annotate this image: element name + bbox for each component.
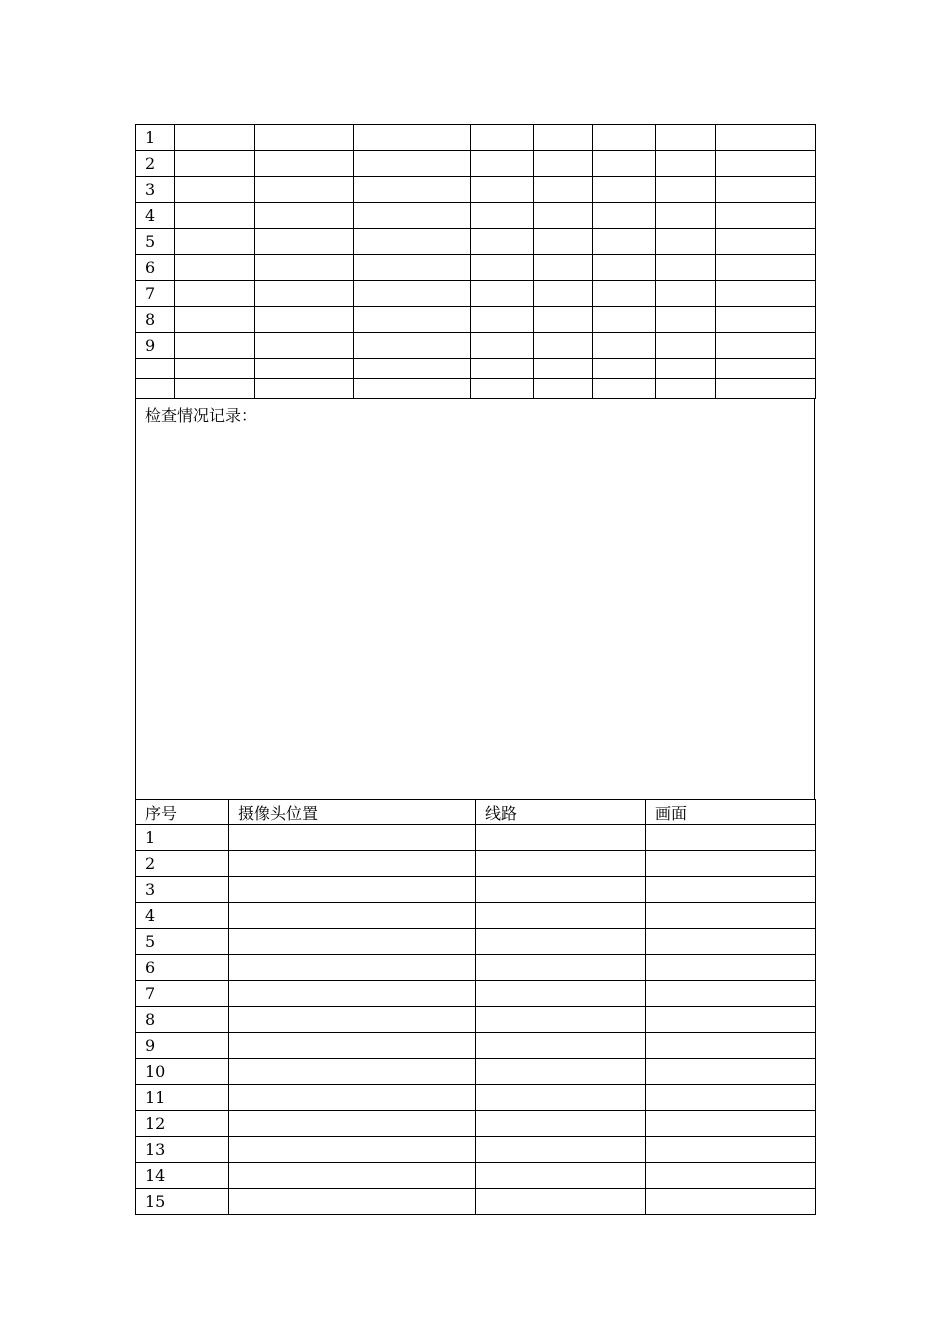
camera-table-row bbox=[136, 1189, 816, 1215]
camera-table bbox=[135, 799, 816, 1215]
picture-cell[interactable] bbox=[646, 877, 816, 903]
camera-row-number: 3 bbox=[136, 877, 229, 903]
camera-position-cell[interactable] bbox=[229, 1085, 476, 1111]
camera-row-number: 12 bbox=[136, 1111, 229, 1137]
top-table-cell[interactable] bbox=[354, 333, 471, 359]
top-table-cell[interactable] bbox=[656, 307, 716, 333]
camera-row-number: 4 bbox=[136, 903, 229, 929]
top-table-cell[interactable] bbox=[534, 151, 593, 177]
camera-row-number: 13 bbox=[136, 1137, 229, 1163]
picture-cell[interactable] bbox=[646, 1111, 816, 1137]
top-table-cell[interactable] bbox=[656, 125, 716, 151]
line-cell[interactable] bbox=[476, 1189, 646, 1215]
top-table-cell[interactable] bbox=[471, 151, 534, 177]
picture-cell[interactable] bbox=[646, 981, 816, 1007]
top-table-cell[interactable] bbox=[175, 125, 255, 151]
top-table-cell[interactable] bbox=[534, 255, 593, 281]
top-table-cell[interactable] bbox=[716, 333, 816, 359]
top-table-row bbox=[136, 255, 816, 281]
top-table-cell[interactable] bbox=[534, 125, 593, 151]
camera-position-cell[interactable] bbox=[229, 1189, 476, 1215]
top-table-cell[interactable] bbox=[255, 379, 354, 399]
camera-table-row bbox=[136, 981, 816, 1007]
camera-row-number: 14 bbox=[136, 1163, 229, 1189]
picture-cell[interactable] bbox=[646, 1189, 816, 1215]
top-table-row bbox=[136, 307, 816, 333]
top-table-cell[interactable] bbox=[354, 281, 471, 307]
top-table-cell[interactable] bbox=[471, 203, 534, 229]
top-table-cell[interactable] bbox=[354, 229, 471, 255]
header-picture: 画面 bbox=[646, 800, 816, 825]
top-table-cell[interactable] bbox=[471, 359, 534, 379]
camera-position-cell[interactable] bbox=[229, 877, 476, 903]
camera-table-row bbox=[136, 877, 816, 903]
header-line: 线路 bbox=[476, 800, 646, 825]
top-table-cell[interactable] bbox=[471, 125, 534, 151]
camera-table-row bbox=[136, 1137, 816, 1163]
picture-cell[interactable] bbox=[646, 1007, 816, 1033]
camera-position-cell[interactable] bbox=[229, 1163, 476, 1189]
top-table-cell[interactable] bbox=[656, 203, 716, 229]
top-table-cell[interactable] bbox=[716, 307, 816, 333]
camera-row-number: 1 bbox=[136, 825, 229, 851]
header-index: 序号 bbox=[136, 800, 229, 825]
line-cell[interactable] bbox=[476, 1085, 646, 1111]
top-table-cell[interactable] bbox=[534, 203, 593, 229]
camera-position-cell[interactable] bbox=[229, 1033, 476, 1059]
top-table-cell[interactable] bbox=[716, 229, 816, 255]
camera-table-row bbox=[136, 1163, 816, 1189]
top-table-cell[interactable] bbox=[471, 307, 534, 333]
picture-cell[interactable] bbox=[646, 1033, 816, 1059]
camera-row-number: 11 bbox=[136, 1085, 229, 1111]
top-table-cell[interactable] bbox=[471, 281, 534, 307]
top-table bbox=[135, 124, 816, 399]
top-table-cell[interactable] bbox=[716, 255, 816, 281]
top-table-cell[interactable] bbox=[593, 229, 656, 255]
top-table-cell[interactable] bbox=[593, 307, 656, 333]
top-table-cell[interactable] bbox=[255, 151, 354, 177]
top-table-cell[interactable] bbox=[255, 255, 354, 281]
top-table-cell[interactable] bbox=[354, 151, 471, 177]
line-cell[interactable] bbox=[476, 903, 646, 929]
camera-position-cell[interactable] bbox=[229, 903, 476, 929]
top-table-cell[interactable] bbox=[534, 281, 593, 307]
camera-position-cell[interactable] bbox=[229, 981, 476, 1007]
top-table-row bbox=[136, 379, 816, 399]
camera-position-cell[interactable] bbox=[229, 1007, 476, 1033]
top-table-cell[interactable] bbox=[656, 281, 716, 307]
line-cell[interactable] bbox=[476, 1007, 646, 1033]
top-table-cell[interactable] bbox=[534, 333, 593, 359]
camera-table-row bbox=[136, 851, 816, 877]
top-table-row-number: 2 bbox=[136, 151, 175, 177]
top-table-cell[interactable] bbox=[716, 281, 816, 307]
top-table-cell[interactable] bbox=[656, 151, 716, 177]
top-table-cell[interactable] bbox=[471, 229, 534, 255]
top-table-cell[interactable] bbox=[656, 379, 716, 399]
top-table-cell[interactable] bbox=[255, 333, 354, 359]
top-table-cell[interactable] bbox=[716, 177, 816, 203]
header-camera-position: 摄像头位置 bbox=[229, 800, 476, 825]
top-table-cell[interactable] bbox=[656, 333, 716, 359]
camera-table-header bbox=[136, 800, 816, 825]
picture-cell[interactable] bbox=[646, 825, 816, 851]
top-table-cell[interactable] bbox=[175, 379, 255, 399]
camera-table-row bbox=[136, 825, 816, 851]
top-table-row bbox=[136, 229, 816, 255]
top-table-row-number: 7 bbox=[136, 281, 175, 307]
camera-position-cell[interactable] bbox=[229, 1059, 476, 1085]
line-cell[interactable] bbox=[476, 981, 646, 1007]
top-table-cell[interactable] bbox=[255, 203, 354, 229]
top-table-cell[interactable] bbox=[593, 359, 656, 379]
top-table-cell[interactable] bbox=[354, 203, 471, 229]
top-table-cell[interactable] bbox=[471, 333, 534, 359]
picture-cell[interactable] bbox=[646, 1085, 816, 1111]
picture-cell[interactable] bbox=[646, 929, 816, 955]
top-table-cell[interactable] bbox=[656, 359, 716, 379]
top-table-cell[interactable] bbox=[354, 255, 471, 281]
top-table-cell[interactable] bbox=[255, 177, 354, 203]
top-table-cell[interactable] bbox=[175, 333, 255, 359]
top-table-cell[interactable] bbox=[471, 255, 534, 281]
top-table-cell[interactable] bbox=[471, 177, 534, 203]
top-table-row bbox=[136, 125, 816, 151]
line-cell[interactable] bbox=[476, 1111, 646, 1137]
top-table-row bbox=[136, 151, 816, 177]
top-table-row bbox=[136, 333, 816, 359]
top-table-cell[interactable] bbox=[175, 177, 255, 203]
camera-table-row bbox=[136, 903, 816, 929]
top-table-cell[interactable] bbox=[255, 125, 354, 151]
top-table-row-number: 8 bbox=[136, 307, 175, 333]
top-table-cell[interactable] bbox=[716, 125, 816, 151]
picture-cell[interactable] bbox=[646, 955, 816, 981]
camera-row-number: 6 bbox=[136, 955, 229, 981]
top-table-row-number: 3 bbox=[136, 177, 175, 203]
top-table-row-number bbox=[136, 359, 175, 379]
top-table-cell[interactable] bbox=[255, 281, 354, 307]
camera-table-row bbox=[136, 1111, 816, 1137]
inspection-form bbox=[135, 124, 815, 1215]
top-table-row-number: 6 bbox=[136, 255, 175, 281]
top-table-cell[interactable] bbox=[656, 229, 716, 255]
camera-position-cell[interactable] bbox=[229, 929, 476, 955]
top-table-row-number bbox=[136, 379, 175, 399]
top-table-cell[interactable] bbox=[593, 379, 656, 399]
line-cell[interactable] bbox=[476, 955, 646, 981]
camera-row-number: 9 bbox=[136, 1033, 229, 1059]
camera-row-number: 8 bbox=[136, 1007, 229, 1033]
camera-position-cell[interactable] bbox=[229, 955, 476, 981]
top-table-cell[interactable] bbox=[534, 379, 593, 399]
top-table-cell[interactable] bbox=[471, 379, 534, 399]
top-table-cell[interactable] bbox=[354, 307, 471, 333]
top-table-cell[interactable] bbox=[354, 359, 471, 379]
top-table-cell[interactable] bbox=[175, 229, 255, 255]
top-table-cell[interactable] bbox=[593, 281, 656, 307]
top-table-cell[interactable] bbox=[354, 177, 471, 203]
camera-position-cell[interactable] bbox=[229, 851, 476, 877]
line-cell[interactable] bbox=[476, 1033, 646, 1059]
top-table-row-number: 4 bbox=[136, 203, 175, 229]
line-cell[interactable] bbox=[476, 851, 646, 877]
top-table-cell[interactable] bbox=[175, 203, 255, 229]
camera-table-row bbox=[136, 1059, 816, 1085]
camera-row-number: 7 bbox=[136, 981, 229, 1007]
camera-position-cell[interactable] bbox=[229, 825, 476, 851]
top-table-row-number: 1 bbox=[136, 125, 175, 151]
top-table-cell[interactable] bbox=[656, 177, 716, 203]
top-table-cell[interactable] bbox=[255, 229, 354, 255]
top-table-row bbox=[136, 281, 816, 307]
line-cell[interactable] bbox=[476, 929, 646, 955]
top-table-cell[interactable] bbox=[175, 281, 255, 307]
top-table-cell[interactable] bbox=[354, 379, 471, 399]
camera-position-cell[interactable] bbox=[229, 1137, 476, 1163]
camera-row-number: 10 bbox=[136, 1059, 229, 1085]
top-table-cell[interactable] bbox=[255, 359, 354, 379]
top-table-cell[interactable] bbox=[656, 255, 716, 281]
top-table-cell[interactable] bbox=[534, 359, 593, 379]
picture-cell[interactable] bbox=[646, 1163, 816, 1189]
top-table-cell[interactable] bbox=[175, 307, 255, 333]
line-cell[interactable] bbox=[476, 877, 646, 903]
top-table-row bbox=[136, 177, 816, 203]
top-table-cell[interactable] bbox=[593, 255, 656, 281]
top-table-cell[interactable] bbox=[593, 177, 656, 203]
camera-table-row bbox=[136, 1033, 816, 1059]
top-table-cell[interactable] bbox=[593, 125, 656, 151]
top-table-cell[interactable] bbox=[716, 379, 816, 399]
camera-table-row bbox=[136, 955, 816, 981]
picture-cell[interactable] bbox=[646, 851, 816, 877]
camera-row-number: 5 bbox=[136, 929, 229, 955]
picture-cell[interactable] bbox=[646, 903, 816, 929]
top-table-cell[interactable] bbox=[593, 151, 656, 177]
line-cell[interactable] bbox=[476, 825, 646, 851]
camera-table-row bbox=[136, 1007, 816, 1033]
top-table-cell[interactable] bbox=[255, 307, 354, 333]
line-cell[interactable] bbox=[476, 1163, 646, 1189]
line-cell[interactable] bbox=[476, 1059, 646, 1085]
top-table-cell[interactable] bbox=[534, 307, 593, 333]
camera-row-number: 2 bbox=[136, 851, 229, 877]
picture-cell[interactable] bbox=[646, 1137, 816, 1163]
camera-table-row bbox=[136, 1085, 816, 1111]
top-table-cell[interactable] bbox=[716, 151, 816, 177]
camera-position-cell[interactable] bbox=[229, 1111, 476, 1137]
camera-table-row bbox=[136, 929, 816, 955]
top-table-cell[interactable] bbox=[175, 255, 255, 281]
top-table-cell[interactable] bbox=[593, 203, 656, 229]
top-table-cell[interactable] bbox=[175, 151, 255, 177]
camera-row-number: 15 bbox=[136, 1189, 229, 1215]
top-table-cell[interactable] bbox=[593, 333, 656, 359]
notes-table bbox=[135, 399, 815, 799]
top-table-cell[interactable] bbox=[175, 359, 255, 379]
top-table-cell[interactable] bbox=[716, 203, 816, 229]
top-table-cell[interactable] bbox=[534, 177, 593, 203]
top-table-cell[interactable] bbox=[716, 359, 816, 379]
top-table-row bbox=[136, 359, 816, 379]
notes-label: 检查情况记录： bbox=[136, 399, 815, 799]
top-table-row bbox=[136, 203, 816, 229]
top-table-row-number: 5 bbox=[136, 229, 175, 255]
top-table-cell[interactable] bbox=[534, 229, 593, 255]
top-table-cell[interactable] bbox=[354, 125, 471, 151]
line-cell[interactable] bbox=[476, 1137, 646, 1163]
picture-cell[interactable] bbox=[646, 1059, 816, 1085]
top-table-row-number: 9 bbox=[136, 333, 175, 359]
